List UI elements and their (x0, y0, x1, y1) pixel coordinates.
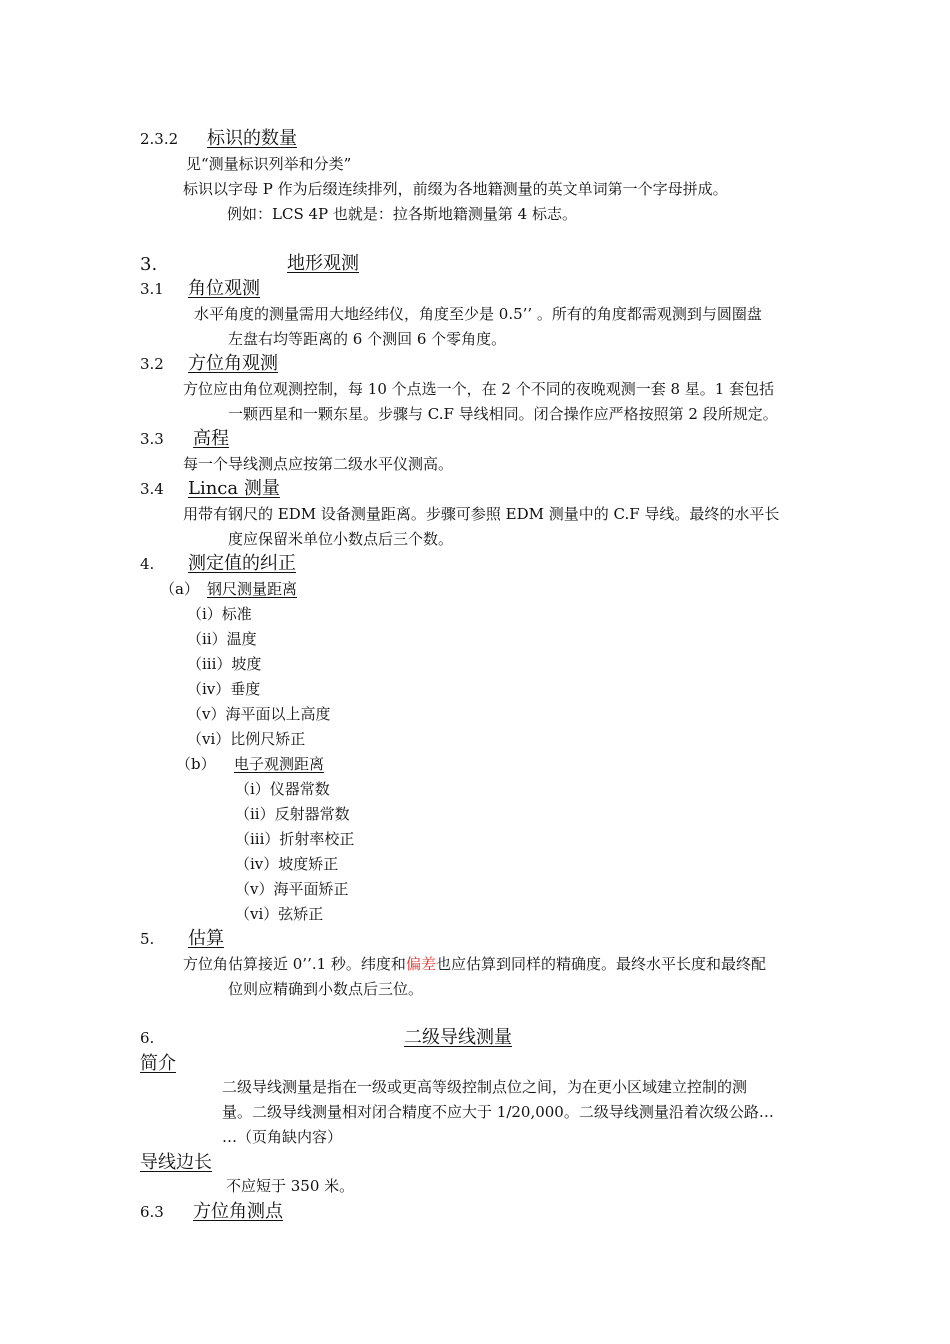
section-number-3-4: 3.4 (140, 480, 164, 498)
paragraph-text: 方位角估算接近 0’’.1 秒。纬度和 (183, 955, 406, 973)
list-item: （ii）反射器常数 (235, 805, 350, 823)
subsection-label-b: （b） (176, 755, 216, 773)
paragraph-line: 位则应精确到小数点后三位。 (228, 980, 424, 998)
paragraph-line: 例如：LCS 4P 也就是：拉各斯地籍测量第 4 标志。 (227, 205, 577, 223)
list-item: （vi）比例尺矫正 (187, 730, 306, 748)
paragraph-line: 标识以字母 P 作为后缀连续排列，前缀为各地籍测量的英文单词第一个字母拼成。 (183, 180, 728, 198)
section-number-2-3-2: 2.3.2 (140, 130, 179, 148)
paragraph-line: 不应短于 350 米。 (226, 1177, 355, 1195)
list-item: （v）海平面以上高度 (187, 705, 331, 723)
paragraph-line: 一颗西星和一颗东星。步骤与 C.F 导线相同。闭合操作应严格按照第 2 段所规定。 (228, 405, 778, 423)
paragraph-text: 也应估算到同样的精确度。最终水平长度和最终配 (435, 955, 766, 973)
list-item: （v）海平面矫正 (235, 880, 349, 898)
section-number-6: 6. (140, 1029, 155, 1047)
paragraph-line: 量。二级导线测量相对闭合精度不应大于 1/20,000。二级导线测量沿着次级公路… (222, 1103, 774, 1121)
paragraph-line: 二级导线测量是指在一级或更高等级控制点位之间，为在更小区域建立控制的测 (222, 1078, 748, 1096)
section-title-4: 测定值的纠正 (188, 553, 296, 574)
paragraph-line: 度应保留米单位小数点后三个数。 (228, 530, 454, 548)
section-title-3: 地形观测 (287, 253, 359, 274)
section-title-3-3: 高程 (193, 428, 229, 449)
paragraph-line: 每一个导线测点应按第二级水平仪测高。 (183, 455, 454, 473)
subsection-title-a: 钢尺测量距离 (207, 580, 298, 598)
list-item: （i）标准 (187, 605, 252, 623)
section-number-5: 5. (140, 930, 155, 948)
section-title-6: 二级导线测量 (404, 1027, 512, 1048)
section-title-2-3-2: 标识的数量 (207, 128, 297, 149)
section-number-6-3: 6.3 (140, 1203, 164, 1221)
paragraph-line (183, 954, 766, 974)
section-number-3-2: 3.2 (140, 355, 164, 373)
highlighted-word: 偏差 (405, 955, 436, 973)
list-item: （iv）坡度矫正 (235, 855, 339, 873)
list-item: （ii）温度 (187, 630, 257, 648)
edge-length-heading: 导线边长 (140, 1152, 212, 1173)
paragraph-line: 见“测量标识列举和分类” (186, 155, 352, 173)
paragraph-line: 左盘右均等距离的 6 个测回 6 个零角度。 (228, 330, 507, 348)
section-number-3-1: 3.1 (140, 280, 164, 298)
list-item: （i）仪器常数 (235, 780, 330, 798)
section-title-3-4: Linca 测量 (188, 478, 280, 499)
section-number-3: 3. (140, 254, 158, 275)
section-title-6-3: 方位角测点 (193, 1201, 283, 1222)
paragraph-line: 水平角度的测量需用大地经纬仪，角度至少是 0.5’’ 。所有的角度都需观测到与圆圈盘 (194, 305, 762, 323)
intro-heading: 简介 (140, 1053, 176, 1074)
subsection-title-b: 电子观测距离 (234, 755, 325, 773)
list-item: （vi）弦矫正 (235, 905, 324, 923)
subsection-label-a: （a） (160, 580, 199, 598)
section-title-3-1: 角位观测 (188, 278, 260, 299)
paragraph-line: 方位应由角位观测控制，每 10 个点选一个，在 2 个不同的夜晚观测一套 8 星。1 套包括 (183, 380, 775, 398)
section-title-3-2: 方位角观测 (188, 353, 278, 374)
section-title-5: 估算 (188, 928, 224, 949)
section-number-4: 4. (140, 555, 155, 573)
paragraph-line: …（页角缺内容） (222, 1128, 343, 1146)
list-item: （iv）垂度 (187, 680, 261, 698)
list-item: （iii）折射率校正 (235, 830, 355, 848)
paragraph-line: 用带有钢尺的 EDM 设备测量距离。步骤可参照 EDM 测量中的 C.F 导线。最终的水平长 (183, 505, 780, 523)
list-item: （iii）坡度 (187, 655, 262, 673)
section-number-3-3: 3.3 (140, 430, 164, 448)
